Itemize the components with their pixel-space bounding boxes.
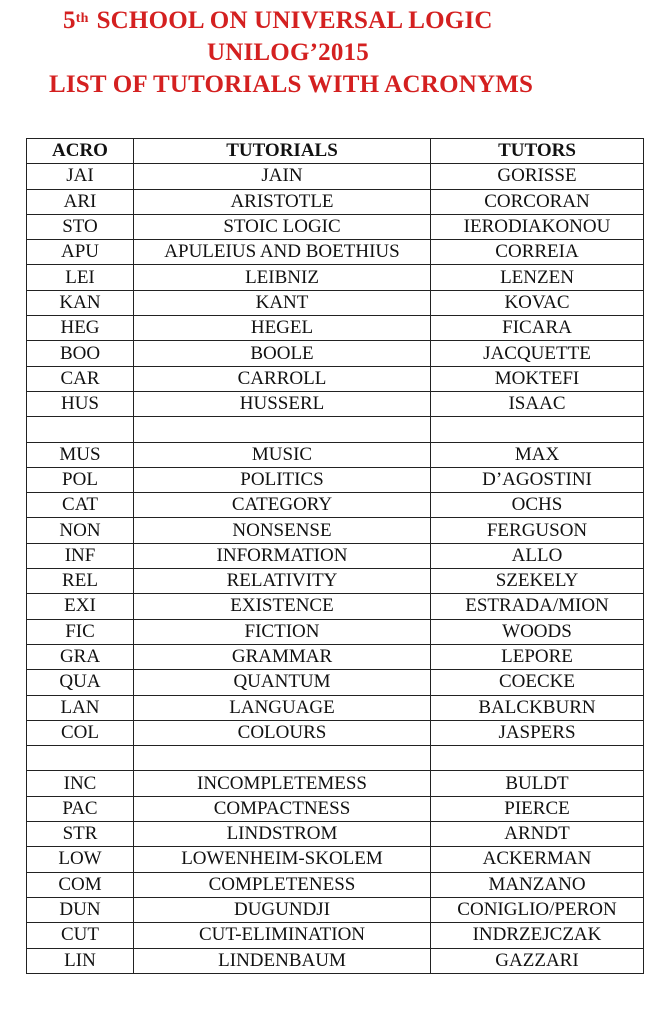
acronym-cell: INF bbox=[27, 543, 134, 568]
table-row bbox=[27, 391, 644, 416]
tutorial-cell: RELATIVITY bbox=[134, 569, 431, 594]
acronym-cell: EXI bbox=[27, 594, 134, 619]
tutorial-cell: JAIN bbox=[134, 164, 431, 189]
table-row bbox=[27, 164, 644, 189]
tutorial-cell: COMPLETENESS bbox=[134, 872, 431, 897]
table-row bbox=[27, 594, 644, 619]
table-row bbox=[27, 720, 644, 745]
table-row bbox=[27, 948, 644, 973]
table-row bbox=[27, 569, 644, 594]
acronym-cell: ARI bbox=[27, 189, 134, 214]
tutor-cell: PIERCE bbox=[431, 796, 644, 821]
table-row bbox=[27, 796, 644, 821]
tutor-cell: MANZANO bbox=[431, 872, 644, 897]
tutorial-cell: KANT bbox=[134, 290, 431, 315]
tutorial-cell: FICTION bbox=[134, 619, 431, 644]
tutor-cell bbox=[431, 417, 644, 442]
tutor-cell: MAX bbox=[431, 442, 644, 467]
table-row bbox=[27, 290, 644, 315]
acronym-cell: LIN bbox=[27, 948, 134, 973]
edition-suffix: th bbox=[75, 11, 89, 26]
tutor-cell: JASPERS bbox=[431, 720, 644, 745]
column-header-tutors: TUTORS bbox=[431, 139, 644, 164]
tutor-cell: LENZEN bbox=[431, 265, 644, 290]
table-row bbox=[27, 923, 644, 948]
acronym-cell: HUS bbox=[27, 391, 134, 416]
tutor-cell: MOKTEFI bbox=[431, 366, 644, 391]
table-row bbox=[27, 695, 644, 720]
column-header-acro: ACRO bbox=[27, 139, 134, 164]
table-row bbox=[27, 771, 644, 796]
tutorial-cell: INFORMATION bbox=[134, 543, 431, 568]
acronym-cell: APU bbox=[27, 240, 134, 265]
tutor-cell bbox=[431, 746, 644, 771]
page-title: LIST OF TUTORIALS WITH ACRONYMS bbox=[49, 71, 534, 98]
acronym-cell: INC bbox=[27, 771, 134, 796]
tutor-cell: BALCKBURN bbox=[431, 695, 644, 720]
table-row bbox=[27, 847, 644, 872]
event-name: UNILOG’2015 bbox=[207, 39, 369, 66]
table-row bbox=[27, 518, 644, 543]
tutorial-cell: BOOLE bbox=[134, 341, 431, 366]
acronym-cell: GRA bbox=[27, 644, 134, 669]
tutorial-cell: LINDSTROM bbox=[134, 822, 431, 847]
tutor-cell: JACQUETTE bbox=[431, 341, 644, 366]
document-header bbox=[0, 0, 666, 110]
acronym-cell: POL bbox=[27, 467, 134, 492]
tutor-cell: D’AGOSTINI bbox=[431, 467, 644, 492]
table-body bbox=[27, 164, 644, 974]
school-name: SCHOOL ON UNIVERSAL LOGIC bbox=[96, 7, 493, 34]
tutor-cell: COECKE bbox=[431, 670, 644, 695]
acronym-cell: COM bbox=[27, 872, 134, 897]
table-row bbox=[27, 822, 644, 847]
table-row bbox=[27, 543, 644, 568]
tutor-cell: ESTRADA/MION bbox=[431, 594, 644, 619]
table-row bbox=[27, 442, 644, 467]
table-row bbox=[27, 189, 644, 214]
table-row bbox=[27, 493, 644, 518]
tutorial-cell: HEGEL bbox=[134, 316, 431, 341]
tutorial-cell: LINDENBAUM bbox=[134, 948, 431, 973]
edition-number: 5 bbox=[63, 7, 76, 34]
acronym-cell: NON bbox=[27, 518, 134, 543]
tutorial-cell: MUSIC bbox=[134, 442, 431, 467]
tutor-cell: LEPORE bbox=[431, 644, 644, 669]
table-row bbox=[27, 670, 644, 695]
tutor-cell: KOVAC bbox=[431, 290, 644, 315]
tutor-cell: IERODIAKONOU bbox=[431, 214, 644, 239]
tutorials-table bbox=[26, 138, 644, 974]
acronym-cell: PAC bbox=[27, 796, 134, 821]
acronym-cell: STO bbox=[27, 214, 134, 239]
tutor-cell: INDRZEJCZAK bbox=[431, 923, 644, 948]
tutorial-cell: LEIBNIZ bbox=[134, 265, 431, 290]
tutor-cell: GORISSE bbox=[431, 164, 644, 189]
tutorial-cell: QUANTUM bbox=[134, 670, 431, 695]
table-row bbox=[27, 316, 644, 341]
table-row bbox=[27, 897, 644, 922]
acronym-cell: DUN bbox=[27, 897, 134, 922]
tutor-cell: OCHS bbox=[431, 493, 644, 518]
acronym-cell: HEG bbox=[27, 316, 134, 341]
table-spacer-row bbox=[27, 746, 644, 771]
tutorial-cell: NONSENSE bbox=[134, 518, 431, 543]
table-row bbox=[27, 265, 644, 290]
school-title bbox=[63, 6, 493, 36]
acronym-cell: KAN bbox=[27, 290, 134, 315]
tutorial-cell: CARROLL bbox=[134, 366, 431, 391]
table-row bbox=[27, 366, 644, 391]
tutorial-cell: CATEGORY bbox=[134, 493, 431, 518]
tutor-cell: SZEKELY bbox=[431, 569, 644, 594]
tutor-cell: GAZZARI bbox=[431, 948, 644, 973]
tutorial-cell: HUSSERL bbox=[134, 391, 431, 416]
acronym-cell: LEI bbox=[27, 265, 134, 290]
tutorial-cell: INCOMPLETEMESS bbox=[134, 771, 431, 796]
table-row bbox=[27, 240, 644, 265]
tutorial-cell: CUT-ELIMINATION bbox=[134, 923, 431, 948]
table-row bbox=[27, 341, 644, 366]
acronym-cell bbox=[27, 417, 134, 442]
table-row bbox=[27, 644, 644, 669]
tutorial-cell: COLOURS bbox=[134, 720, 431, 745]
tutorial-cell: GRAMMAR bbox=[134, 644, 431, 669]
acronym-cell: STR bbox=[27, 822, 134, 847]
tutor-cell: ALLO bbox=[431, 543, 644, 568]
acronym-cell: MUS bbox=[27, 442, 134, 467]
acronym-cell: LOW bbox=[27, 847, 134, 872]
tutor-cell: CONIGLIO/PERON bbox=[431, 897, 644, 922]
tutor-cell: BULDT bbox=[431, 771, 644, 796]
acronym-cell: CUT bbox=[27, 923, 134, 948]
tutor-cell: ISAAC bbox=[431, 391, 644, 416]
tutorial-cell: DUGUNDJI bbox=[134, 897, 431, 922]
table-row bbox=[27, 467, 644, 492]
acronym-cell bbox=[27, 746, 134, 771]
table-spacer-row bbox=[27, 417, 644, 442]
acronym-cell: BOO bbox=[27, 341, 134, 366]
table-row bbox=[27, 619, 644, 644]
tutorial-cell: ARISTOTLE bbox=[134, 189, 431, 214]
tutorial-cell: LANGUAGE bbox=[134, 695, 431, 720]
acronym-cell: COL bbox=[27, 720, 134, 745]
acronym-cell: LAN bbox=[27, 695, 134, 720]
tutor-cell: ARNDT bbox=[431, 822, 644, 847]
tutor-cell: FERGUSON bbox=[431, 518, 644, 543]
tutor-cell: CORCORAN bbox=[431, 189, 644, 214]
table-row bbox=[27, 872, 644, 897]
tutorial-cell: POLITICS bbox=[134, 467, 431, 492]
tutorial-cell bbox=[134, 417, 431, 442]
tutor-cell: WOODS bbox=[431, 619, 644, 644]
acronym-cell: CAT bbox=[27, 493, 134, 518]
tutor-cell: ACKERMAN bbox=[431, 847, 644, 872]
table-header-row bbox=[27, 139, 644, 164]
tutorial-cell: STOIC LOGIC bbox=[134, 214, 431, 239]
tutor-cell: FICARA bbox=[431, 316, 644, 341]
tutorial-cell: LOWENHEIM-SKOLEM bbox=[134, 847, 431, 872]
tutorial-cell bbox=[134, 746, 431, 771]
tutorial-cell: COMPACTNESS bbox=[134, 796, 431, 821]
tutorial-cell: APULEIUS AND BOETHIUS bbox=[134, 240, 431, 265]
acronym-cell: FIC bbox=[27, 619, 134, 644]
column-header-tutorials: TUTORIALS bbox=[134, 139, 431, 164]
acronym-cell: REL bbox=[27, 569, 134, 594]
tutorial-cell: EXISTENCE bbox=[134, 594, 431, 619]
acronym-cell: QUA bbox=[27, 670, 134, 695]
acronym-cell: JAI bbox=[27, 164, 134, 189]
table-row bbox=[27, 214, 644, 239]
acronym-cell: CAR bbox=[27, 366, 134, 391]
tutor-cell: CORREIA bbox=[431, 240, 644, 265]
